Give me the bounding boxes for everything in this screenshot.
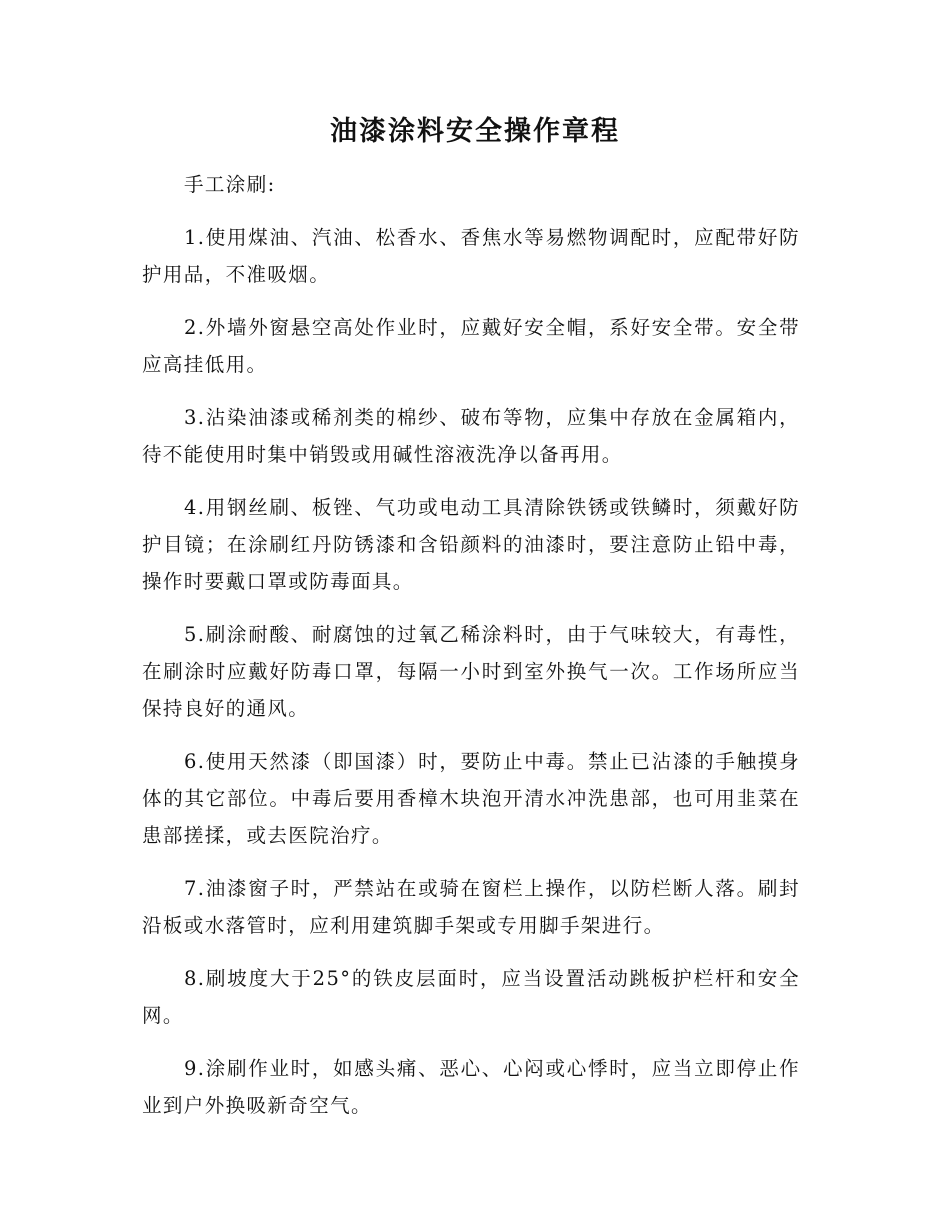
rule-paragraph-5: 5.刷涂耐酸、耐腐蚀的过氧乙稀涂料时，由于气味较大，有毒性，在刷涂时应戴好防毒口罩，每隔一小时到室外换气一次。工作场所应当保持良好的通风。 (142, 623, 800, 720)
rule-paragraph-7: 7.油漆窗子时，严禁站在或骑在窗栏上操作，以防栏断人落。刷封沿板或水落管时，应利用建筑脚手架或专用脚手架进行。 (142, 877, 800, 937)
rule-paragraph-1: 1.使用煤油、汽油、松香水、香焦水等易燃物调配时，应配带好防护用品，不准吸烟。 (142, 226, 800, 286)
rule-paragraph-6: 6.使用天然漆（即国漆）时，要防止中毒。禁止已沾漆的手触摸身体的其它部位。中毒后要用香樟木块泡开清水冲洗患部，也可用韭菜在患部搓揉，或去医院治疗。 (142, 750, 800, 847)
rule-paragraph-8: 8.刷坡度大于25°的铁皮层面时，应当设置活动跳板护栏杆和安全网。 (142, 967, 800, 1027)
rule-paragraph-3: 3.沾染油漆或稀剂类的棉纱、破布等物，应集中存放在金属箱内，待不能使用时集中销毁或用碱性溶液洗净以备再用。 (142, 406, 800, 466)
document-body (142, 166, 800, 1140)
rule-paragraph-4: 4.用钢丝刷、板锉、气功或电动工具清除铁锈或铁鳞时，须戴好防护目镜；在涂刷红丹防锈漆和含铅颜料的油漆时，要注意防止铅中毒，操作时要戴口罩或防毒面具。 (142, 496, 800, 593)
rule-paragraph-2: 2.外墙外窗悬空高处作业时，应戴好安全帽，系好安全带。安全带应高挂低用。 (142, 316, 800, 376)
document-title: 油漆涂料安全操作章程 (330, 116, 620, 147)
rule-paragraph-9: 9.涂刷作业时，如感头痛、恶心、心闷或心悸时，应当立即停止作业到户外换吸新奇空气。 (142, 1057, 800, 1117)
section-heading: 手工涂刷: (184, 173, 276, 196)
